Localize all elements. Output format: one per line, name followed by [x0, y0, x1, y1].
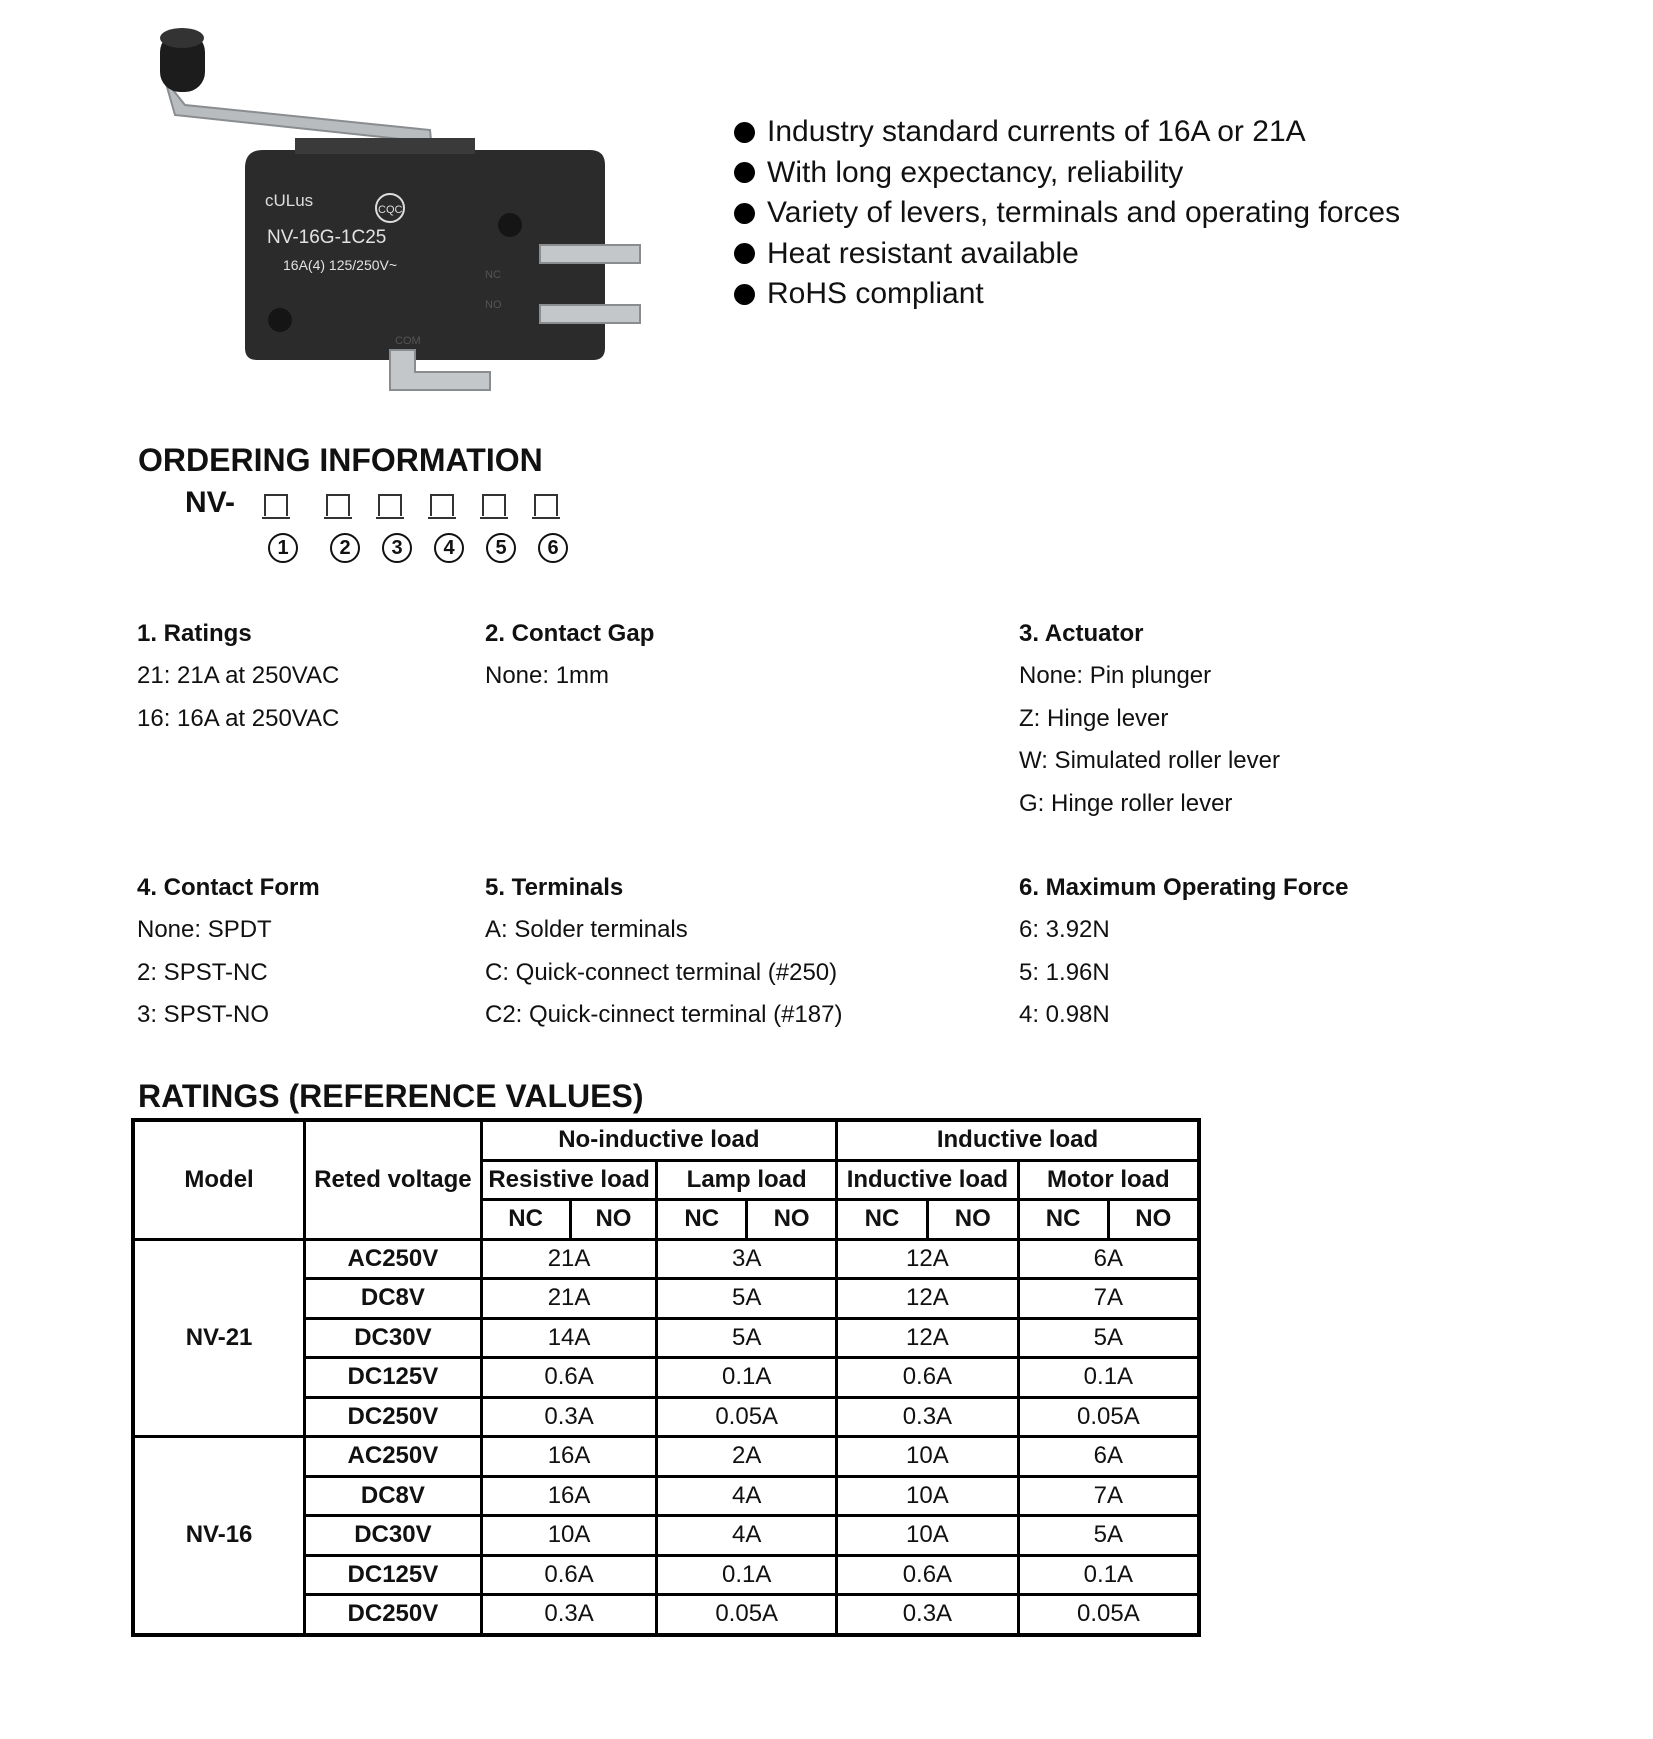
header-model: Model: [133, 1120, 305, 1239]
feature-item: RoHS compliant: [734, 274, 1400, 315]
header-no: NO: [570, 1200, 657, 1240]
value-cell: 12A: [837, 1239, 1019, 1279]
value-cell: 6A: [1018, 1239, 1199, 1279]
header-no: NO: [927, 1200, 1018, 1240]
value-cell: 3A: [657, 1239, 837, 1279]
option-contact-gap: 2. Contact Gap None: 1mm: [485, 620, 655, 689]
option-terminals: 5. Terminals A: Solder terminals C: Quick-connect terminal (#250) C2: Quick-cinnect terminal (#187): [485, 874, 843, 1028]
value-cell: 10A: [837, 1476, 1019, 1516]
value-cell: 21A: [481, 1239, 657, 1279]
value-cell: 0.1A: [657, 1555, 837, 1595]
printed-nc: NC: [485, 269, 501, 281]
value-cell: 14A: [481, 1318, 657, 1358]
voltage-cell: DC30V: [305, 1516, 482, 1556]
value-cell: 16A: [481, 1437, 657, 1477]
header-no: NO: [1108, 1200, 1199, 1240]
value-cell: 5A: [1018, 1516, 1199, 1556]
header-inductive-load: Inductive load: [837, 1160, 1019, 1200]
feature-item: Industry standard currents of 16A or 21A: [734, 112, 1400, 153]
product-image: [145, 20, 685, 410]
ul-mark: cULus: [265, 191, 314, 210]
value-cell: 0.05A: [1018, 1595, 1199, 1635]
order-box-6: [534, 494, 558, 516]
header-inductive: Inductive load: [837, 1120, 1199, 1160]
ratings-title: RATINGS (REFERENCE VALUES): [138, 1078, 644, 1114]
value-cell: 10A: [837, 1437, 1019, 1477]
feature-item: Heat resistant available: [734, 234, 1400, 275]
value-cell: 5A: [657, 1279, 837, 1319]
voltage-cell: DC8V: [305, 1279, 482, 1319]
value-cell: 0.6A: [837, 1358, 1019, 1398]
printed-model: NV-16G-1C25: [267, 227, 387, 248]
voltage-cell: AC250V: [305, 1239, 482, 1279]
order-prefix: NV-: [185, 486, 236, 519]
option-actuator: 3. Actuator None: Pin plunger Z: Hinge lever W: Simulated roller lever G: Hinge roller lever: [1019, 620, 1280, 817]
order-number-6: 6: [538, 533, 568, 563]
header-nc: NC: [837, 1200, 928, 1240]
ratings-table: [131, 1118, 1201, 1637]
voltage-cell: DC125V: [305, 1358, 482, 1398]
ordering-title: ORDERING INFORMATION: [138, 442, 543, 478]
order-number-5: 5: [486, 533, 516, 563]
option-contact-form: 4. Contact Form None: SPDT 2: SPST-NC 3: SPST-NO: [137, 874, 320, 1028]
order-box-3: [378, 494, 402, 516]
value-cell: 7A: [1018, 1476, 1199, 1516]
voltage-cell: DC8V: [305, 1476, 482, 1516]
table-row: [133, 1239, 1199, 1279]
value-cell: 12A: [837, 1318, 1019, 1358]
bullet-icon: [734, 122, 755, 143]
header-noninductive: No-inductive load: [481, 1120, 836, 1160]
header-resistive: Resistive load: [481, 1160, 657, 1200]
order-number-2: 2: [330, 533, 360, 563]
value-cell: 12A: [837, 1279, 1019, 1319]
value-cell: 0.1A: [1018, 1358, 1199, 1398]
value-cell: 4A: [657, 1476, 837, 1516]
value-cell: 16A: [481, 1476, 657, 1516]
voltage-cell: AC250V: [305, 1437, 482, 1477]
voltage-cell: DC250V: [305, 1397, 482, 1437]
order-box-2: [326, 494, 350, 516]
model-cell: NV-16: [133, 1437, 305, 1635]
value-cell: 0.05A: [657, 1595, 837, 1635]
value-cell: 0.6A: [481, 1555, 657, 1595]
value-cell: 5A: [657, 1318, 837, 1358]
value-cell: 2A: [657, 1437, 837, 1477]
bullet-icon: [734, 284, 755, 305]
voltage-cell: DC125V: [305, 1555, 482, 1595]
header-lamp: Lamp load: [657, 1160, 837, 1200]
order-box-5: [482, 494, 506, 516]
option-operating-force: 6. Maximum Operating Force 6: 3.92N 5: 1.96N 4: 0.98N: [1019, 874, 1349, 1028]
option-ratings: 1. Ratings 21: 21A at 250VAC 16: 16A at 250VAC: [137, 620, 340, 732]
bullet-icon: [734, 162, 755, 183]
cqc-mark: CQC: [378, 204, 403, 216]
value-cell: 0.3A: [837, 1595, 1019, 1635]
header-motor: Motor load: [1018, 1160, 1199, 1200]
value-cell: 0.1A: [1018, 1555, 1199, 1595]
value-cell: 0.3A: [481, 1397, 657, 1437]
value-cell: 0.3A: [837, 1397, 1019, 1437]
value-cell: 21A: [481, 1279, 657, 1319]
voltage-cell: DC250V: [305, 1595, 482, 1635]
printed-no: NO: [485, 299, 502, 311]
order-number-1: 1: [268, 533, 298, 563]
value-cell: 7A: [1018, 1279, 1199, 1319]
header-voltage: Reted voltage: [305, 1120, 482, 1239]
printed-com: COM: [395, 335, 421, 347]
table-row: [133, 1437, 1199, 1477]
value-cell: 6A: [1018, 1437, 1199, 1477]
header-nc: NC: [1018, 1200, 1108, 1240]
printed-rating: 16A(4) 125/250V~: [283, 257, 398, 273]
bullet-icon: [734, 243, 755, 264]
voltage-cell: DC30V: [305, 1318, 482, 1358]
order-box-1: [264, 494, 288, 516]
feature-item: Variety of levers, terminals and operating forces: [734, 193, 1400, 234]
order-box-4: [430, 494, 454, 516]
value-cell: 0.6A: [837, 1555, 1019, 1595]
value-cell: 10A: [837, 1516, 1019, 1556]
value-cell: 0.1A: [657, 1358, 837, 1398]
value-cell: 0.6A: [481, 1358, 657, 1398]
feature-item: With long expectancy, reliability: [734, 153, 1400, 194]
value-cell: 4A: [657, 1516, 837, 1556]
header-nc: NC: [657, 1200, 747, 1240]
feature-list: [734, 112, 1400, 315]
value-cell: 10A: [481, 1516, 657, 1556]
value-cell: 0.3A: [481, 1595, 657, 1635]
order-number-3: 3: [382, 533, 412, 563]
order-number-4: 4: [434, 533, 464, 563]
header-no: NO: [747, 1200, 837, 1240]
value-cell: 5A: [1018, 1318, 1199, 1358]
value-cell: 0.05A: [657, 1397, 837, 1437]
value-cell: 0.05A: [1018, 1397, 1199, 1437]
bullet-icon: [734, 203, 755, 224]
model-cell: NV-21: [133, 1239, 305, 1437]
header-nc: NC: [481, 1200, 570, 1240]
